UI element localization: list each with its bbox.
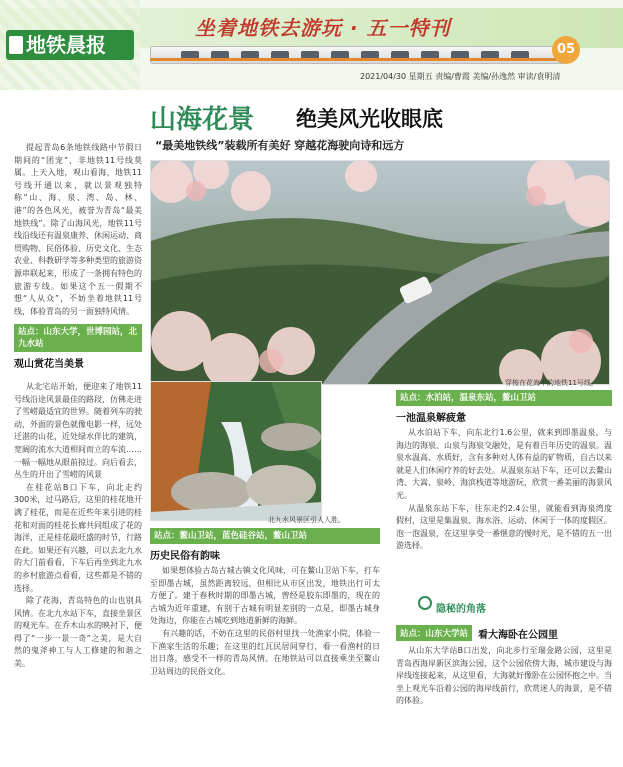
section1-text-3: 除了花海，青岛特色的山也别具风情。在北九水站下车，直接坐景区的观光车。在乔木山水的映衬下，便得了“一步一景一奇”之美，是大自然的鬼斧神工与人工修建的和谐之美。	[14, 596, 142, 669]
intro-column	[14, 142, 142, 373]
waterfall-illustration	[151, 382, 322, 521]
special-issue-slogan: 坐着地铁去游玩 · 五一特刊	[195, 16, 451, 40]
section2-column	[150, 528, 380, 678]
main-photo-caption: 穿梭在花海中的地铁11号线。	[505, 379, 598, 387]
sidebox-title: 看大海卧在公园里	[478, 629, 559, 641]
issue-meta: 2021/04/30 星期五 责编/曹霞 美编/孙逸然 审读/袁明清	[360, 72, 561, 81]
waterfall-caption: 北九水风景区引人入胜。	[268, 516, 345, 524]
headline-secondary: 绝美风光收眼底	[296, 107, 443, 131]
section1-text-1: 从北宅站开始，便迎来了地铁11号线沿途风景最佳的路段，仿佛走进了雪崂最适宜的世界。随着列车的驶动，外面的景色就像电影一样，远处迁湛的山花，近处绿水伴比的建筑，宽阔的流水大道相间而立的车流……一幅一幅地从眼前掠过。向后看去，丛生的开出了雪崂的风景	[14, 382, 142, 480]
headline-main: 山海花景	[150, 105, 255, 135]
section1-station-tag: 站点：山东大学，世博园站，北九水站	[14, 324, 142, 352]
main-photo-metro-in-blossoms	[150, 160, 610, 385]
section3-title: 一池温泉解疲惫	[396, 413, 466, 424]
page-number-badge: 05	[552, 36, 580, 64]
section1-text-2: 在桂花站B口下车，向北走约300米，过马路后，这里的桂花地开满了桂花，而是在近些年来引进的桂花和对面的桂花长廊共同组成了花的海洋，正是桂花最旺盛的时节，行路在此。如果还有兴趣，可以去北九水的大门前看看，下车后再坐到北九水的乡村旅游点看看，这些都是不错的选择。	[14, 482, 142, 593]
page-header	[0, 0, 623, 90]
logo-text: 地铁晨报	[26, 33, 106, 57]
metro-blossom-illustration	[151, 161, 610, 385]
hidden-corner-box	[396, 600, 612, 750]
section2-station-tag: 站点：鳌山卫站，蓝色硅谷站，鳌山卫站	[150, 528, 380, 544]
waterfall-photo	[150, 381, 322, 521]
intro-text: 提起青岛6条地铁线路中节假日期间的“团宠”，非地铁11号线莫属。上天入地，观山看海，地铁11号线开通以来，就以景观独特称“山、海、泉、湾、岛、林、港”的各色风光，被誉为青岛“最美地铁线”。除了山海风光，地铁11号线沿线还有温泉康养、休闲运动、商贸购物、民俗体验、历史文化、生态农业、科教研学等多种类型的旅游资源串联起来，形成了一条拥有特色的旅游专线。如果这个五一假期不想“人从众”，不妨坐着地铁11号线，体验青岛的另一面独特风情。	[14, 143, 142, 316]
sidebox-station-tag: 站点：山东大学站	[396, 625, 472, 641]
section1-column	[14, 381, 142, 671]
train-stripe	[150, 58, 570, 61]
section3-text: 从水泊站下车，向东北行1.6公里，就来到即墨温泉，与海边的海泉、山泉与海泉交融处，是有着百年历史的温泉。温泉水温高、水质好，含有多种对人体有益的矿物质，自古以来就是人们休闲疗养的好去处。从温泉东站下车，还可以去鳌山湾、大嵩、泉岭、海滨栈道等地游玩，欣赏一番美丽的海景风光。	[396, 428, 612, 500]
section3-station-tag: 站点：水泊站，温泉东站，鳌山卫站	[396, 390, 612, 406]
section3-text-2: 从温泉东站下车，往东走约2.4公里，就能看到海泉湾度假村，这里是集温泉、海水浴、运动、休闲于一体的度假区。泡一泡温泉，在这里享受一番惬意的慢时光，是不错的五一出游选择。	[396, 503, 612, 551]
section2-text: 如果想体验古岛古城古镇文化风味，可在鳌山卫站下车，打车至即墨古城，虽然距离较远，但相比从市区出发，地铁出行可太方便了。建于春秋时期的即墨古城，曾经是胶东即墨的，现在的古城为近年重建，有别于古城有明显差别的一点是，即墨古城身处海边，你能在古城吃到地道新鲜的海鲜。	[150, 566, 380, 626]
section2-text-b: 有兴趣的话，不妨在这里的民俗村里找一处渔家小院，体验一下渔家生活的乐趣；在这里的红瓦民居间穿行，看一看渔村的日出日落，感受不一样的青岛风情。在地铁站可以直接乘坐至鳌山卫站周边的民俗文化。	[150, 628, 380, 676]
hidden-corner-heading: 隐秘的角落	[436, 604, 486, 615]
sidebox-text: 从山东大学站B口出发，向北步行至瑞金路公园，这里是青岛西海岸新区滨海公园，这个公园依傍大海，城市建设与海岸线连接起来，从这里看，大海就好像卧在公园怀抱之中。当坐上观光车沿着公园的海岸线前行，欣赏迷人的海景，是不错的体验。	[396, 646, 612, 706]
section3-column	[396, 390, 612, 553]
logo-mark-icon	[9, 36, 23, 54]
sidebox-tagline	[396, 625, 612, 641]
article-subtitle: “最美地铁线”装载所有美好 穿越花海驶向诗和远方	[155, 139, 405, 152]
magnifier-icon	[418, 596, 432, 610]
newspaper-logo	[6, 30, 134, 60]
train-illustration	[150, 46, 570, 64]
section2-title: 历史民俗有韵味	[150, 551, 220, 562]
section1-title: 观山赏花当美景	[14, 359, 84, 371]
